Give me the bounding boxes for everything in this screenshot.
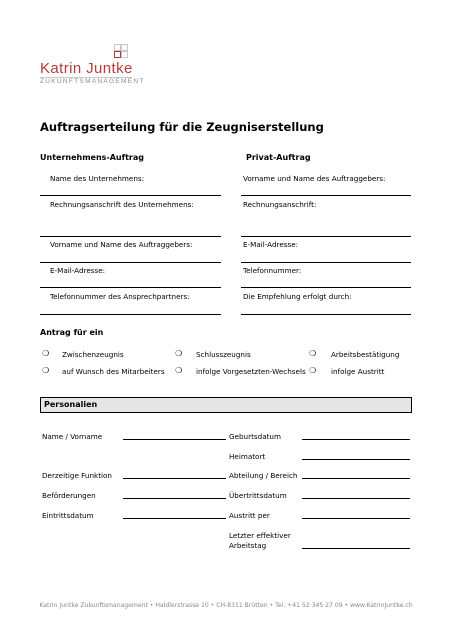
private-billing-field[interactable] <box>241 236 411 237</box>
austritt-per-field[interactable] <box>302 518 410 519</box>
name-vorname-field[interactable] <box>123 439 226 440</box>
geburtsdatum-label: Geburtsdatum <box>229 432 281 441</box>
company-name-field[interactable] <box>40 195 221 196</box>
zwischenzeugnis-radio[interactable]: ❍ <box>42 349 50 358</box>
eintrittsdatum-label: Eintrittsdatum <box>42 511 94 520</box>
geburtsdatum-field[interactable] <box>302 439 410 440</box>
company-client-name-label: Vorname und Name des Auftraggebers: <box>50 240 193 249</box>
letzter-arbeitstag-label-2: Arbeitstag <box>229 541 267 550</box>
company-phone-label: Telefonnummer des Ansprechpartners: <box>50 292 190 301</box>
private-referral-label: Die Empfehlung erfolgt durch: <box>243 292 352 301</box>
abteilung-label: Abteilung / Bereich <box>229 471 298 480</box>
heimatort-field[interactable] <box>302 459 410 460</box>
heimatort-label: Heimatort <box>229 452 266 461</box>
letzter-arbeitstag-field[interactable] <box>302 548 410 549</box>
zwischenzeugnis-label: Zwischenzeugnis <box>62 350 124 359</box>
wunsch-mitarbeiter-radio[interactable]: ❍ <box>42 366 50 375</box>
private-phone-label: Telefonnummer: <box>243 266 302 275</box>
private-phone-field[interactable] <box>241 287 411 288</box>
logo-square-1 <box>114 44 121 51</box>
page-title: Auftragserteilung für die Zeugniserstellung <box>40 120 324 134</box>
request-heading: Antrag für ein <box>40 328 104 337</box>
private-billing-label: Rechnungsanschrift: <box>243 200 317 209</box>
funktion-field[interactable] <box>123 478 226 479</box>
company-phone-field[interactable] <box>40 314 221 315</box>
arbeitsbestaetigung-label: Arbeitsbestätigung <box>331 350 400 359</box>
austritt-label: infolge Austritt <box>331 367 385 376</box>
arbeitsbestaetigung-radio[interactable]: ❍ <box>309 349 317 358</box>
private-referral-field[interactable] <box>241 314 411 315</box>
name-vorname-label: Name / Vorname <box>42 432 103 441</box>
letzter-arbeitstag-label-1: Letzter effektiver <box>229 531 291 540</box>
vorgesetzten-wechsel-radio[interactable]: ❍ <box>175 366 183 375</box>
uebertrittsdatum-field[interactable] <box>302 498 410 499</box>
company-client-name-field[interactable] <box>40 262 221 263</box>
austritt-radio[interactable]: ❍ <box>309 366 317 375</box>
eintrittsdatum-field[interactable] <box>123 518 226 519</box>
footer-address: Katrin Juntke Zukunftsmanagement • Haldlerstrasse 10 • CH-8311 Brütten • Tel. +41 52 345 27 09 • www.KatrinJuntke.ch <box>39 602 413 609</box>
company-billing-label: Rechnungsanschrift des Unternehmens: <box>50 200 194 209</box>
private-email-field[interactable] <box>241 262 411 263</box>
schlusszeugnis-label: Schlusszeugnis <box>196 350 251 359</box>
logo-square-4 <box>114 51 121 58</box>
befoerderungen-field[interactable] <box>123 498 226 499</box>
company-email-label: E-Mail-Adresse: <box>50 266 106 275</box>
personalien-heading: Personalien <box>44 400 98 409</box>
private-order-heading: Privat-Auftrag <box>246 153 311 162</box>
funktion-label: Derzeitige Funktion <box>42 471 112 480</box>
logo-name: Katrin Juntke <box>40 60 133 77</box>
logo-square-3 <box>121 51 128 58</box>
private-email-label: E-Mail-Adresse: <box>243 240 299 249</box>
company-order-heading: Unternehmens-Auftrag <box>40 153 145 162</box>
company-name-label: Name des Unternehmens: <box>50 174 145 183</box>
company-billing-field[interactable] <box>40 236 221 237</box>
wunsch-mitarbeiter-label: auf Wunsch des Mitarbeiters <box>62 367 165 376</box>
austritt-per-label: Austritt per <box>229 511 270 520</box>
private-client-name-label: Vorname und Name des Auftraggebers: <box>243 174 386 183</box>
vorgesetzten-wechsel-label: infolge Vorgesetzten-Wechsels <box>196 367 306 376</box>
private-client-name-field[interactable] <box>241 195 411 196</box>
logo-square-2 <box>121 44 128 51</box>
uebertrittsdatum-label: Übertrittsdatum <box>229 491 287 500</box>
company-email-field[interactable] <box>40 287 221 288</box>
schlusszeugnis-radio[interactable]: ❍ <box>175 349 183 358</box>
logo-tagline: ZUKUNFTSMANAGEMENT <box>40 78 145 85</box>
abteilung-field[interactable] <box>302 478 410 479</box>
personalien-header <box>40 397 412 413</box>
befoerderungen-label: Beförderungen <box>42 491 96 500</box>
